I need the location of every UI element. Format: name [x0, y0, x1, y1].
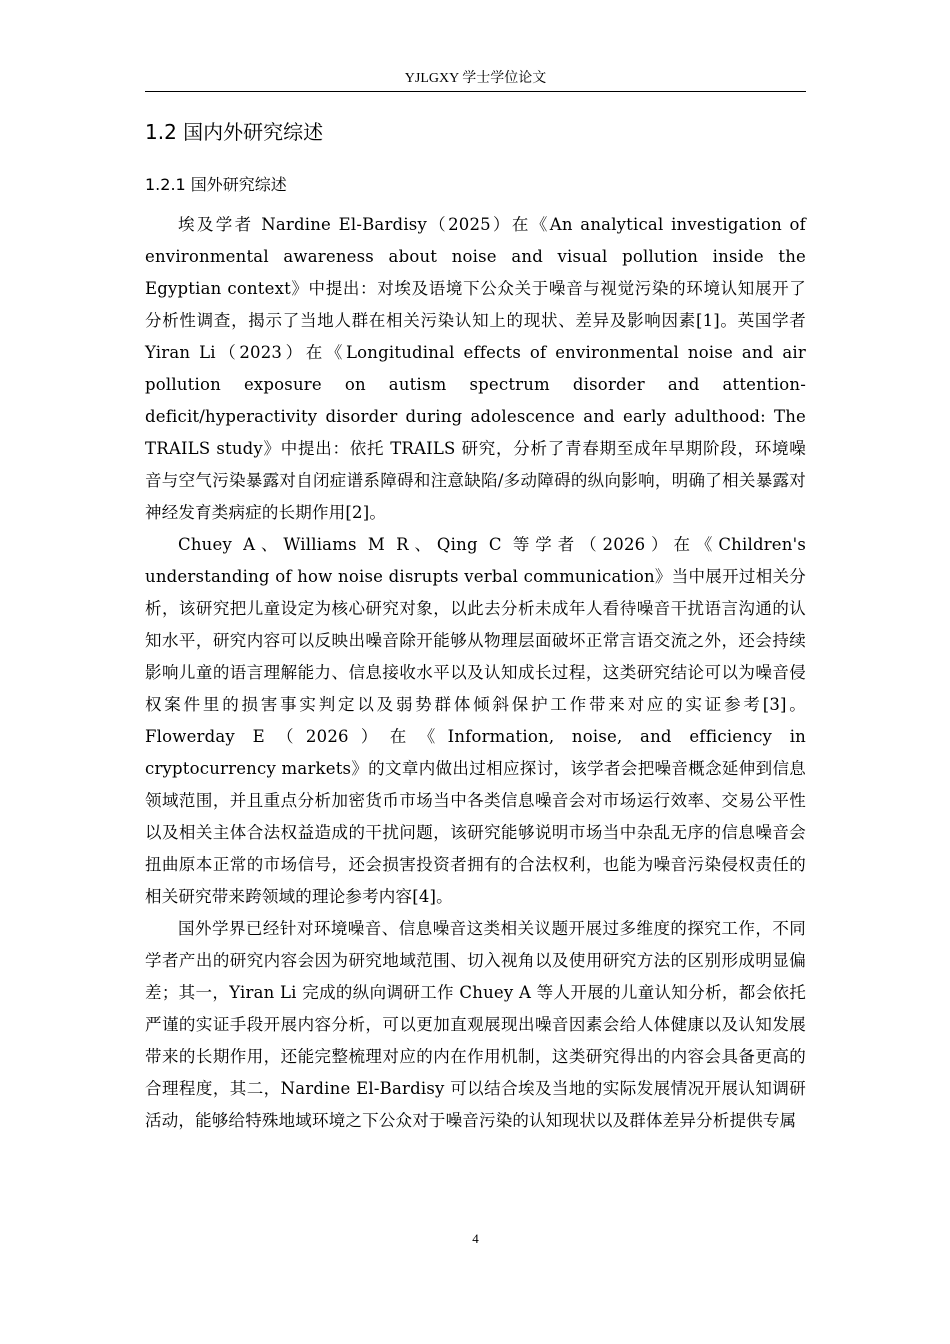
paragraph: 埃及学者 Nardine El-Bardisy（2025）在《An analytical investigation of environmental awareness about noise and visual pollution inside the Egyptian context》中提出：对埃及语境下公众关于噪音与视觉污染的环境认知展开了分析性调查，揭示了当地人群在相关污染认知上的现状、差异及影响因素[1]。英国学者 Yiran Li（2023）在《Longitudinal effects of environmental noise and air pollution exposure on autism spectrum disorder and attention-deficit/hyperactivity disorder during adolescence and early adulthood: The TRAILS study》中提出：依托 TRAILS 研究，分析了青春期至成年早期阶段，环境噪音与空气污染暴露对自闭症谱系障碍和注意缺陷/多动障碍的纵向影响，明确了相关暴露对神经发育类病症的长期作用[2]。: [145, 215, 806, 522]
header-rule: [145, 91, 806, 92]
paragraph: 国外学界已经针对环境噪音、信息噪音这类相关议题开展过多维度的探究工作，不同学者产出的研究内容会因为研究地域范围、切入视角以及使用研究方法的区别形成明显偏差；其一，Yiran Li 完成的纵向调研工作 Chuey A 等人开展的儿童认知分析，都会依托严谨的实证手段开展内容分析，可以更加直观展现出噪音因素会给人体健康以及认知发展带来的长期作用，还能完整梳理对应的内在作用机制，这类研究得出的内容会具备更高的合理程度，其二，Nardine El-Bardisy 可以结合埃及当地的实际发展情况开展认知调研活动，能够给特殊地域环境之下公众对于噪音污染的认知现状以及群体差异分析提供专属: [145, 919, 806, 1130]
section-heading: 1.2 国内外研究综述: [145, 120, 324, 144]
running-header: YJLGXY 学士学位论文: [404, 71, 547, 86]
body-text: [145, 209, 806, 1137]
page-number: 4: [472, 1231, 479, 1246]
paragraph: Chuey A、Williams M R、Qing C 等学者（2026）在《Children's understanding of how noise disrupts verbal communication》当中展开过相关分析，该研究把儿童设定为核心研究对象，以此去分析未成年人看待噪音干扰语言沟通的认知水平，研究内容可以反映出噪音除开能够从物理层面破坏正常言语交流之外，还会持续影响儿童的语言理解能力、信息接收水平以及认知成长过程，这类研究结论可以为噪音侵权案件里的损害事实判定以及弱势群体倾斜保护工作带来对应的实证参考[3]。Flowerday E（2026）在《Information, noise, and efficiency in cryptocurrency markets》的文章内做出过相应探讨，该学者会把噪音概念延伸到信息领域范围，并且重点分析加密货币市场当中各类信息噪音会对市场运行效率、交易公平性以及相关主体合法权益造成的干扰问题，该研究能够说明市场当中杂乱无序的信息噪音会扭曲原本正常的市场信号，还会损害投资者拥有的合法权利，也能为噪音污染侵权责任的相关研究带来跨领域的理论参考内容[4]。: [145, 535, 806, 906]
subsection-heading: 1.2.1 国外研究综述: [145, 175, 287, 194]
